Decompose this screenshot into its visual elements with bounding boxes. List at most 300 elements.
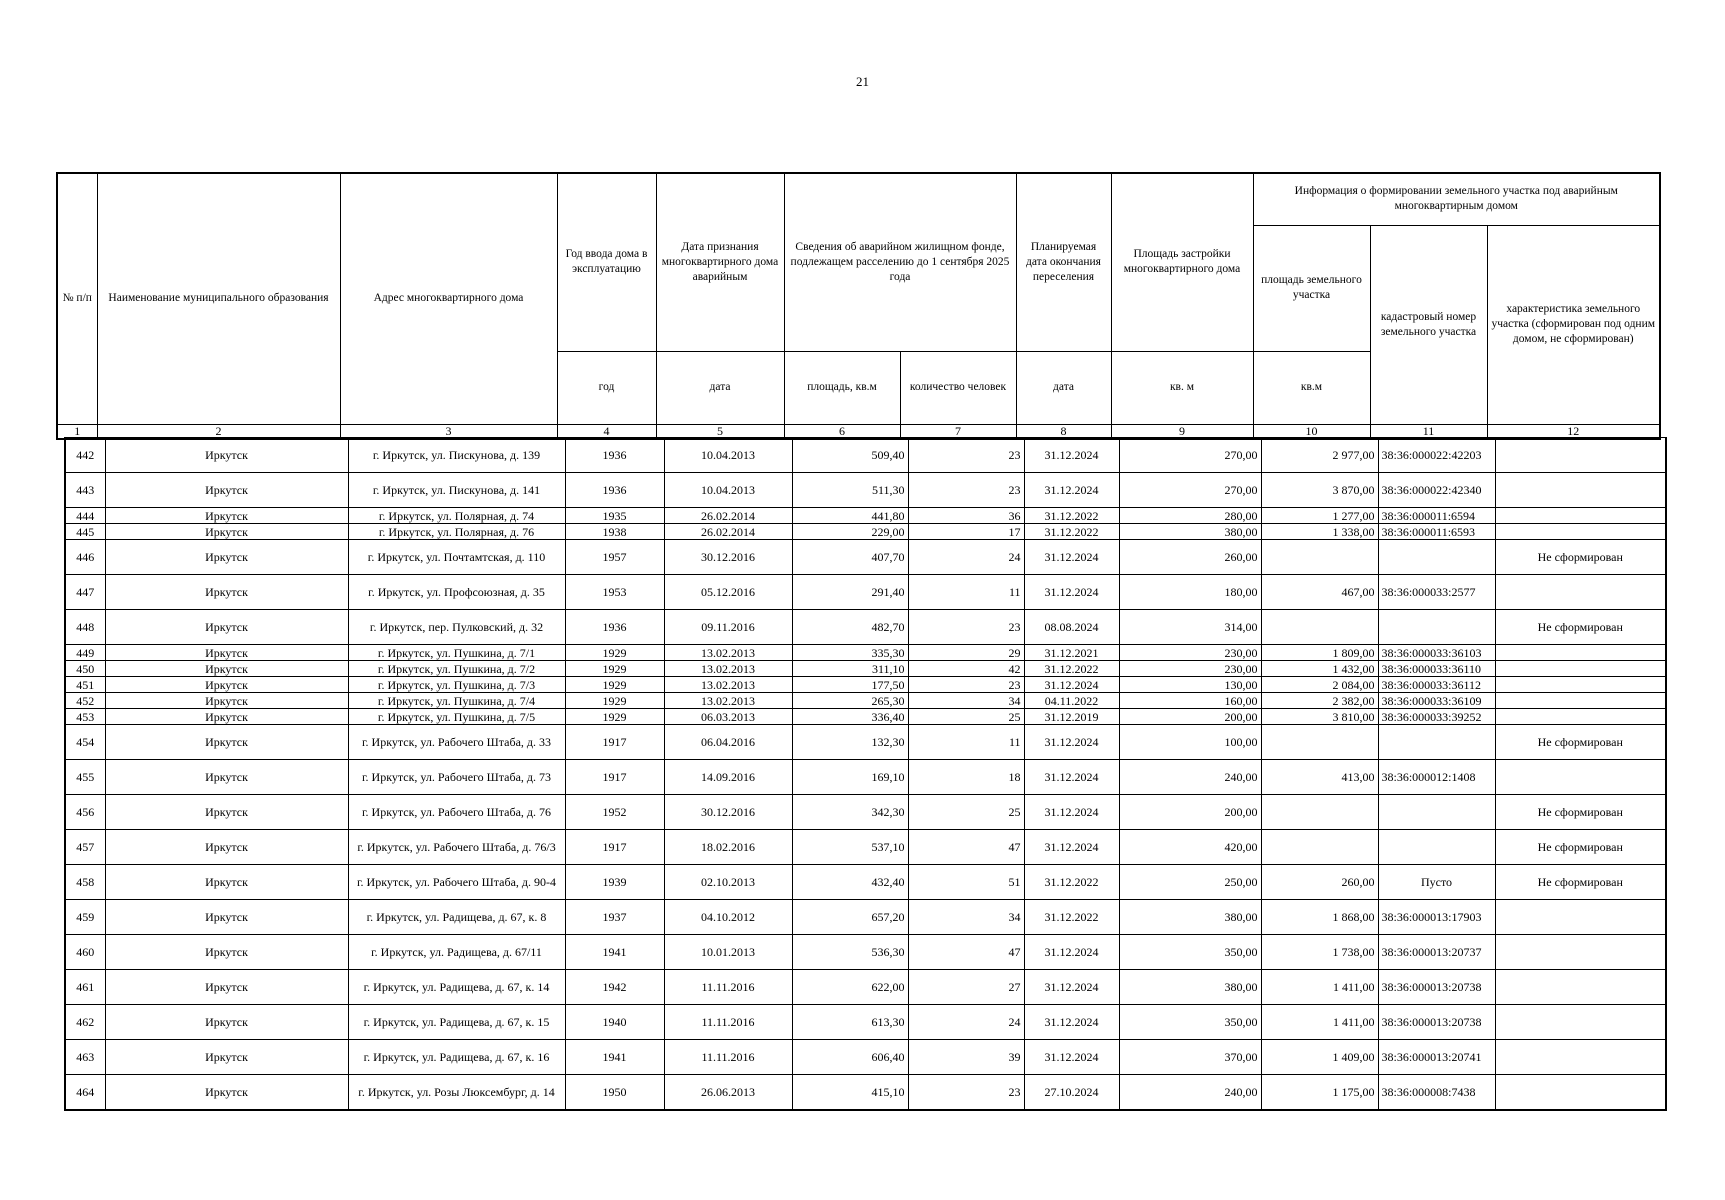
cell-built-area: 200,00: [1119, 795, 1261, 830]
cell-address: г. Иркутск, ул. Радищева, д. 67/11: [348, 935, 565, 970]
cell-land-area: 260,00: [1261, 865, 1378, 900]
cell-built-area: 240,00: [1119, 1075, 1261, 1111]
cell-year: 1936: [565, 473, 664, 508]
cell-area: 432,40: [792, 865, 908, 900]
cell-land-area: 1 409,00: [1261, 1040, 1378, 1075]
cell-number: 455: [65, 760, 105, 795]
cell-year: 1917: [565, 830, 664, 865]
cell-area: 335,30: [792, 645, 908, 661]
cell-planned-date: 31.12.2022: [1024, 661, 1119, 677]
cell-cadastral: 38:36:000022:42340: [1378, 473, 1495, 508]
cell-planned-date: 31.12.2024: [1024, 725, 1119, 760]
cell-built-area: 250,00: [1119, 865, 1261, 900]
cell-municipality: Иркутск: [105, 830, 348, 865]
cell-planned-date: 27.10.2024: [1024, 1075, 1119, 1111]
cell-recognition-date: 14.09.2016: [664, 760, 792, 795]
cell-land-characteristic: [1495, 1040, 1666, 1075]
cell-planned-date: 31.12.2024: [1024, 1005, 1119, 1040]
cell-recognition-date: 10.04.2013: [664, 473, 792, 508]
cell-cadastral: 38:36:000011:6594: [1378, 508, 1495, 524]
cell-land-area: 467,00: [1261, 575, 1378, 610]
column-number: 11: [1370, 424, 1487, 439]
cell-recognition-date: 06.04.2016: [664, 725, 792, 760]
cell-number: 448: [65, 610, 105, 645]
table-row: [65, 970, 1666, 1005]
cell-number: 451: [65, 677, 105, 693]
header-recognition-date: Дата признания многоквартирного дома аварийным: [656, 173, 784, 351]
cell-land-characteristic: Не сформирован: [1495, 610, 1666, 645]
cell-built-area: 380,00: [1119, 524, 1261, 540]
cell-people: 25: [908, 709, 1024, 725]
cell-built-area: 380,00: [1119, 970, 1261, 1005]
table-row: [65, 1005, 1666, 1040]
cell-year: 1936: [565, 610, 664, 645]
cell-municipality: Иркутск: [105, 1040, 348, 1075]
cell-planned-date: 31.12.2024: [1024, 575, 1119, 610]
column-number: 9: [1111, 424, 1253, 439]
cell-number: 460: [65, 935, 105, 970]
cell-people: 39: [908, 1040, 1024, 1075]
cell-people: 11: [908, 575, 1024, 610]
cell-land-area: 1 432,00: [1261, 661, 1378, 677]
cell-cadastral: Пусто: [1378, 865, 1495, 900]
table-row: [65, 540, 1666, 575]
cell-area: 606,40: [792, 1040, 908, 1075]
cell-land-area: [1261, 830, 1378, 865]
cell-cadastral: [1378, 725, 1495, 760]
header-year: Год ввода дома в эксплуатацию: [557, 173, 656, 351]
column-number: 4: [557, 424, 656, 439]
cell-recognition-date: 06.03.2013: [664, 709, 792, 725]
cell-land-area: [1261, 610, 1378, 645]
column-number: 12: [1487, 424, 1660, 439]
cell-address: г. Иркутск, ул. Пушкина, д. 7/3: [348, 677, 565, 693]
cell-recognition-date: 13.02.2013: [664, 661, 792, 677]
header-land-group: Информация о формировании земельного участка под аварийным многоквартирным домом: [1253, 173, 1660, 225]
table-row: [65, 709, 1666, 725]
table-row: [65, 1075, 1666, 1111]
cell-land-characteristic: Не сформирован: [1495, 865, 1666, 900]
cell-municipality: Иркутск: [105, 970, 348, 1005]
cell-cadastral: [1378, 795, 1495, 830]
header-municipality: Наименование муниципального образования: [97, 173, 340, 424]
cell-year: 1929: [565, 661, 664, 677]
cell-people: 51: [908, 865, 1024, 900]
cell-recognition-date: 10.04.2013: [664, 438, 792, 473]
cell-planned-date: 31.12.2019: [1024, 709, 1119, 725]
table-row: [65, 1040, 1666, 1075]
cell-cadastral: 38:36:000033:36103: [1378, 645, 1495, 661]
cell-land-characteristic: [1495, 935, 1666, 970]
cell-planned-date: 31.12.2024: [1024, 935, 1119, 970]
cell-address: г. Иркутск, ул. Рабочего Штаба, д. 76/3: [348, 830, 565, 865]
cell-area: 509,40: [792, 438, 908, 473]
cell-year: 1917: [565, 760, 664, 795]
cell-municipality: Иркутск: [105, 540, 348, 575]
cell-people: 23: [908, 677, 1024, 693]
cell-built-area: 160,00: [1119, 693, 1261, 709]
cell-planned-date: 31.12.2022: [1024, 900, 1119, 935]
cell-cadastral: [1378, 540, 1495, 575]
cell-recognition-date: 11.11.2016: [664, 970, 792, 1005]
cell-planned-date: 31.12.2022: [1024, 865, 1119, 900]
cell-land-area: 1 868,00: [1261, 900, 1378, 935]
table-row: [65, 508, 1666, 524]
cell-number: 447: [65, 575, 105, 610]
cell-address: г. Иркутск, ул. Рабочего Штаба, д. 76: [348, 795, 565, 830]
cell-municipality: Иркутск: [105, 725, 348, 760]
cell-area: 441,80: [792, 508, 908, 524]
cell-land-characteristic: [1495, 760, 1666, 795]
cell-built-area: 370,00: [1119, 1040, 1261, 1075]
cell-cadastral: 38:36:000033:36112: [1378, 677, 1495, 693]
cell-recognition-date: 13.02.2013: [664, 677, 792, 693]
cell-built-area: 200,00: [1119, 709, 1261, 725]
cell-year: 1941: [565, 935, 664, 970]
cell-people: 23: [908, 610, 1024, 645]
cell-land-characteristic: [1495, 508, 1666, 524]
cell-cadastral: 38:36:000013:20738: [1378, 1005, 1495, 1040]
cell-recognition-date: 26.02.2014: [664, 508, 792, 524]
cell-number: 457: [65, 830, 105, 865]
cell-people: 11: [908, 725, 1024, 760]
cell-area: 511,30: [792, 473, 908, 508]
cell-planned-date: 31.12.2024: [1024, 1040, 1119, 1075]
cell-area: 311,10: [792, 661, 908, 677]
cell-area: 657,20: [792, 900, 908, 935]
cell-land-area: 1 338,00: [1261, 524, 1378, 540]
cell-municipality: Иркутск: [105, 693, 348, 709]
cell-built-area: 350,00: [1119, 1005, 1261, 1040]
cell-recognition-date: 26.06.2013: [664, 1075, 792, 1111]
cell-built-area: 420,00: [1119, 830, 1261, 865]
cell-land-characteristic: [1495, 1005, 1666, 1040]
cell-municipality: Иркутск: [105, 473, 348, 508]
cell-land-characteristic: Не сформирован: [1495, 540, 1666, 575]
header-address: Адрес многоквартирного дома: [340, 173, 557, 424]
table-row: [65, 865, 1666, 900]
cell-land-characteristic: Не сформирован: [1495, 795, 1666, 830]
cell-number: 446: [65, 540, 105, 575]
cell-area: 169,10: [792, 760, 908, 795]
cell-land-area: [1261, 795, 1378, 830]
cell-area: 415,10: [792, 1075, 908, 1111]
cell-address: г. Иркутск, ул. Пушкина, д. 7/5: [348, 709, 565, 725]
cell-number: 456: [65, 795, 105, 830]
cell-year: 1929: [565, 677, 664, 693]
cell-address: г. Иркутск, ул. Почтамтская, д. 110: [348, 540, 565, 575]
cell-address: г. Иркутск, ул. Пушкина, д. 7/4: [348, 693, 565, 709]
header-planned-date: Планируемая дата окончания переселения: [1016, 173, 1111, 351]
column-number: 7: [900, 424, 1016, 439]
cell-people: 25: [908, 795, 1024, 830]
cell-municipality: Иркутск: [105, 645, 348, 661]
cell-municipality: Иркутск: [105, 438, 348, 473]
cell-people: 23: [908, 473, 1024, 508]
data-table: [64, 437, 1667, 1111]
table-row: [65, 935, 1666, 970]
cell-built-area: 314,00: [1119, 610, 1261, 645]
cell-recognition-date: 05.12.2016: [664, 575, 792, 610]
column-number: 6: [784, 424, 900, 439]
cell-land-characteristic: [1495, 661, 1666, 677]
cell-land-area: 3 870,00: [1261, 473, 1378, 508]
cell-land-area: [1261, 540, 1378, 575]
cell-land-characteristic: [1495, 693, 1666, 709]
cell-land-characteristic: [1495, 970, 1666, 1005]
cell-people: 23: [908, 1075, 1024, 1111]
cell-municipality: Иркутск: [105, 1075, 348, 1111]
cell-land-area: 1 411,00: [1261, 1005, 1378, 1040]
cell-year: 1929: [565, 709, 664, 725]
cell-cadastral: 38:36:000013:17903: [1378, 900, 1495, 935]
cell-number: 454: [65, 725, 105, 760]
cell-cadastral: 38:36:000012:1408: [1378, 760, 1495, 795]
cell-people: 47: [908, 830, 1024, 865]
table-row: [65, 575, 1666, 610]
cell-cadastral: [1378, 830, 1495, 865]
cell-land-area: 1 277,00: [1261, 508, 1378, 524]
cell-cadastral: 38:36:000011:6593: [1378, 524, 1495, 540]
cell-recognition-date: 11.11.2016: [664, 1005, 792, 1040]
cell-recognition-date: 10.01.2013: [664, 935, 792, 970]
cell-municipality: Иркутск: [105, 524, 348, 540]
cell-planned-date: 31.12.2024: [1024, 677, 1119, 693]
cell-number: 459: [65, 900, 105, 935]
cell-people: 34: [908, 900, 1024, 935]
cell-land-area: 413,00: [1261, 760, 1378, 795]
header-land-area: площадь земельного участка: [1253, 225, 1370, 351]
cell-address: г. Иркутск, ул. Полярная, д. 74: [348, 508, 565, 524]
cell-built-area: 100,00: [1119, 725, 1261, 760]
cell-year: 1939: [565, 865, 664, 900]
cell-area: 291,40: [792, 575, 908, 610]
cell-area: 536,30: [792, 935, 908, 970]
table-row: [65, 677, 1666, 693]
cell-people: 36: [908, 508, 1024, 524]
cell-built-area: 260,00: [1119, 540, 1261, 575]
cell-number: 464: [65, 1075, 105, 1111]
cell-year: 1957: [565, 540, 664, 575]
header-fund-info: Сведения об аварийном жилищном фонде, подлежащем расселению до 1 сентября 2025 года: [784, 173, 1016, 351]
cell-cadastral: 38:36:000033:36110: [1378, 661, 1495, 677]
cell-municipality: Иркутск: [105, 935, 348, 970]
cell-area: 177,50: [792, 677, 908, 693]
cell-year: 1937: [565, 900, 664, 935]
cell-recognition-date: 30.12.2016: [664, 795, 792, 830]
cell-number: 453: [65, 709, 105, 725]
column-number: 8: [1016, 424, 1111, 439]
cell-year: 1929: [565, 645, 664, 661]
cell-planned-date: 31.12.2024: [1024, 473, 1119, 508]
table-row: [65, 830, 1666, 865]
cell-planned-date: 31.12.2024: [1024, 760, 1119, 795]
cell-address: г. Иркутск, ул. Радищева, д. 67, к. 15: [348, 1005, 565, 1040]
cell-land-area: 1 175,00: [1261, 1075, 1378, 1111]
cell-land-characteristic: [1495, 575, 1666, 610]
cell-recognition-date: 30.12.2016: [664, 540, 792, 575]
unit-people: количество человек: [900, 351, 1016, 424]
cell-year: 1929: [565, 693, 664, 709]
cell-people: 24: [908, 1005, 1024, 1040]
table-row: [65, 438, 1666, 473]
cell-recognition-date: 13.02.2013: [664, 645, 792, 661]
cell-land-characteristic: [1495, 1075, 1666, 1111]
cell-address: г. Иркутск, ул. Рабочего Штаба, д. 33: [348, 725, 565, 760]
cell-built-area: 230,00: [1119, 645, 1261, 661]
page-number: 21: [856, 74, 869, 89]
cell-area: 407,70: [792, 540, 908, 575]
cell-address: г. Иркутск, ул. Розы Люксембург, д. 14: [348, 1075, 565, 1111]
cell-municipality: Иркутск: [105, 865, 348, 900]
cell-land-characteristic: Не сформирован: [1495, 830, 1666, 865]
cell-address: г. Иркутск, ул. Полярная, д. 76: [348, 524, 565, 540]
cell-cadastral: [1378, 610, 1495, 645]
table-row: [65, 524, 1666, 540]
cell-land-area: 3 810,00: [1261, 709, 1378, 725]
cell-land-characteristic: [1495, 677, 1666, 693]
table-row: [65, 693, 1666, 709]
column-number: 10: [1253, 424, 1370, 439]
cell-land-characteristic: [1495, 524, 1666, 540]
cell-municipality: Иркутск: [105, 661, 348, 677]
cell-land-area: [1261, 725, 1378, 760]
cell-year: 1952: [565, 795, 664, 830]
cell-recognition-date: 11.11.2016: [664, 1040, 792, 1075]
cell-land-area: 1 809,00: [1261, 645, 1378, 661]
cell-people: 34: [908, 693, 1024, 709]
cell-planned-date: 31.12.2024: [1024, 540, 1119, 575]
cell-built-area: 270,00: [1119, 438, 1261, 473]
cell-land-characteristic: [1495, 709, 1666, 725]
cell-area: 132,30: [792, 725, 908, 760]
cell-land-area: 1 738,00: [1261, 935, 1378, 970]
cell-cadastral: 38:36:000013:20738: [1378, 970, 1495, 1005]
cell-area: 613,30: [792, 1005, 908, 1040]
cell-land-area: 2 382,00: [1261, 693, 1378, 709]
cell-planned-date: 31.12.2024: [1024, 795, 1119, 830]
header-land-characteristic: характеристика земельного участка (сформирован под одним домом, не сформирован): [1487, 225, 1660, 424]
cell-people: 17: [908, 524, 1024, 540]
cell-land-area: 2 084,00: [1261, 677, 1378, 693]
cell-address: г. Иркутск, ул. Рабочего Штаба, д. 73: [348, 760, 565, 795]
cell-land-area: 2 977,00: [1261, 438, 1378, 473]
unit-area: площадь, кв.м: [784, 351, 900, 424]
cell-municipality: Иркутск: [105, 575, 348, 610]
table-row: [65, 473, 1666, 508]
cell-recognition-date: 18.02.2016: [664, 830, 792, 865]
cell-year: 1953: [565, 575, 664, 610]
cell-cadastral: 38:36:000033:2577: [1378, 575, 1495, 610]
cell-planned-date: 04.11.2022: [1024, 693, 1119, 709]
cell-number: 442: [65, 438, 105, 473]
cell-built-area: 380,00: [1119, 900, 1261, 935]
table-row: [65, 661, 1666, 677]
cell-people: 23: [908, 438, 1024, 473]
cell-area: 229,00: [792, 524, 908, 540]
cell-land-characteristic: Не сформирован: [1495, 725, 1666, 760]
cell-address: г. Иркутск, ул. Пискунова, д. 139: [348, 438, 565, 473]
cell-area: 482,70: [792, 610, 908, 645]
table-row: [65, 795, 1666, 830]
cell-municipality: Иркутск: [105, 1005, 348, 1040]
table-row: [65, 760, 1666, 795]
cell-municipality: Иркутск: [105, 709, 348, 725]
cell-recognition-date: 09.11.2016: [664, 610, 792, 645]
cell-address: г. Иркутск, ул. Пушкина, д. 7/1: [348, 645, 565, 661]
cell-recognition-date: 02.10.2013: [664, 865, 792, 900]
cell-land-characteristic: [1495, 645, 1666, 661]
cell-municipality: Иркутск: [105, 795, 348, 830]
cell-recognition-date: 04.10.2012: [664, 900, 792, 935]
cell-number: 461: [65, 970, 105, 1005]
cell-area: 265,30: [792, 693, 908, 709]
header-built-area: Площадь застройки многоквартирного дома: [1111, 173, 1253, 351]
cell-number: 463: [65, 1040, 105, 1075]
cell-planned-date: 31.12.2024: [1024, 830, 1119, 865]
table-row: [65, 645, 1666, 661]
cell-number: 452: [65, 693, 105, 709]
cell-year: 1938: [565, 524, 664, 540]
cell-number: 443: [65, 473, 105, 508]
cell-cadastral: 38:36:000008:7438: [1378, 1075, 1495, 1111]
cell-address: г. Иркутск, ул. Радищева, д. 67, к. 8: [348, 900, 565, 935]
cell-area: 622,00: [792, 970, 908, 1005]
column-number: 1: [57, 424, 97, 439]
cell-year: 1936: [565, 438, 664, 473]
cell-municipality: Иркутск: [105, 900, 348, 935]
cell-cadastral: 38:36:000013:20737: [1378, 935, 1495, 970]
cell-area: 336,40: [792, 709, 908, 725]
cell-municipality: Иркутск: [105, 677, 348, 693]
cell-land-area: 1 411,00: [1261, 970, 1378, 1005]
cell-planned-date: 31.12.2024: [1024, 438, 1119, 473]
cell-address: г. Иркутск, ул. Пискунова, д. 141: [348, 473, 565, 508]
cell-year: 1941: [565, 1040, 664, 1075]
cell-people: 42: [908, 661, 1024, 677]
cell-year: 1917: [565, 725, 664, 760]
unit-land-sqm: кв.м: [1253, 351, 1370, 424]
cell-people: 18: [908, 760, 1024, 795]
cell-built-area: 350,00: [1119, 935, 1261, 970]
cell-land-characteristic: [1495, 438, 1666, 473]
unit-sqm: кв. м: [1111, 351, 1253, 424]
cell-planned-date: 31.12.2022: [1024, 524, 1119, 540]
cell-built-area: 280,00: [1119, 508, 1261, 524]
cell-cadastral: 38:36:000022:42203: [1378, 438, 1495, 473]
cell-year: 1950: [565, 1075, 664, 1111]
cell-recognition-date: 13.02.2013: [664, 693, 792, 709]
cell-municipality: Иркутск: [105, 760, 348, 795]
cell-cadastral: 38:36:000013:20741: [1378, 1040, 1495, 1075]
table-row: [65, 725, 1666, 760]
column-number: 2: [97, 424, 340, 439]
cell-planned-date: 31.12.2024: [1024, 970, 1119, 1005]
cell-address: г. Иркутск, ул. Рабочего Штаба, д. 90-4: [348, 865, 565, 900]
header-num: № п/п: [57, 173, 97, 424]
header-cadastral: кадастровый номер земельного участка: [1370, 225, 1487, 424]
cell-municipality: Иркутск: [105, 610, 348, 645]
cell-address: г. Иркутск, ул. Пушкина, д. 7/2: [348, 661, 565, 677]
unit-planned-date: дата: [1016, 351, 1111, 424]
cell-built-area: 270,00: [1119, 473, 1261, 508]
cell-year: 1940: [565, 1005, 664, 1040]
cell-planned-date: 31.12.2021: [1024, 645, 1119, 661]
cell-recognition-date: 26.02.2014: [664, 524, 792, 540]
cell-people: 27: [908, 970, 1024, 1005]
cell-land-characteristic: [1495, 473, 1666, 508]
cell-area: 537,10: [792, 830, 908, 865]
